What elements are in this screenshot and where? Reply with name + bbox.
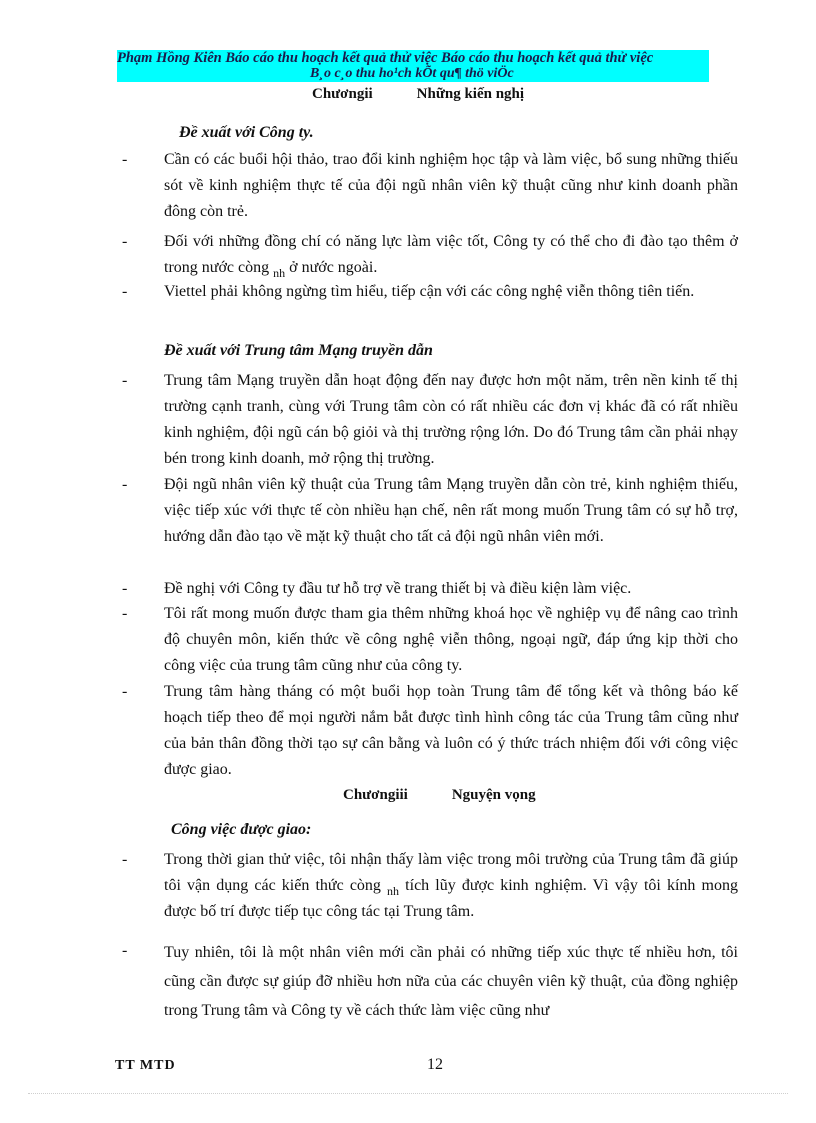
section-heading: Công việc được giao: [171,821,312,838]
bullet-dash: - [122,851,128,868]
page-number: 12 [427,1056,443,1073]
list-item-text: Trung tâm hàng tháng có một buổi họp toàn Trung tâm để tổng kết và thông báo kế hoạch tiếp theo để mọi người nắm bắt được tình hình công tác của Trung tâm cũng như của bản thân đồng thời tạo sự cân bằng và luôn có ý thức trách nhiệm đối với công việc được giao. [164,683,738,778]
running-header-encoded: B¸o c¸o thu ho¹ch kÕt qu¶ thö viÖc [310,66,514,81]
chapter-name: Những kiến nghị [416,86,525,102]
chapter-label: Chươngiii [343,787,408,803]
bullet-dash: - [122,683,128,700]
page-bottom-rule [28,1093,788,1094]
bullet-dash: - [122,233,128,250]
list-item-text: Trung tâm Mạng truyền dẫn hoạt động đến nay được hơn một năm, trên nền kinh tế thị trường cạnh tranh, cùng với Trung tâm còn có rất nhiều các đơn vị khác đã có rất nhiều kinh nghiệm, đội ngũ cán bộ giỏi và thị trường rộng lớn. Do đó Trung tâm cần phải nhạy bén trong kinh doanh, mở rộng thị trường. [164,372,738,467]
list-item-text: Tuy nhiên, tôi là một nhân viên mới cần phải có những tiếp xúc thực tế nhiều hơn, tôi cũng cần được sự giúp đỡ nhiều hơn nữa của các chuyên viên kỹ thuật, của đồng nghiệp trong Trung tâm và Công ty về cách thức làm việc cũng như [164,944,738,1019]
bullet-dash: - [122,605,128,622]
section-heading: Đề xuất với Công ty. [179,124,314,141]
bullet-dash: - [122,942,128,959]
list-item-text: Đội ngũ nhân viên kỹ thuật của Trung tâm Mạng truyền dẫn còn trẻ, kinh nghiệm thiếu, việc tiếp xúc với thực tế còn nhiều hạn chế, nên rất mong muốn Trung tâm có sự hỗ trợ, hướng dẫn đào tạo về mặt kỹ thuật cho tất cả đội ngũ nhân viên mới. [164,476,738,545]
footer-label: TT MTD [115,1058,176,1073]
chapter-title [343,787,536,804]
list-item-text: Cần có các buổi hội thảo, trao đổi kinh nghiệm học tập và làm việc, bổ sung những thiếu sót về kinh nghiệm thực tế của đội ngũ nhân viên kỹ thuật cũng như kinh doanh phần đông còn trẻ. [164,151,738,220]
chapter-label: Chươngii [312,86,373,102]
text-fragment: ở nước ngoài. [285,259,378,276]
bullet-dash: - [122,580,128,597]
list-item-text: Đề nghị với Công ty đầu tư hỗ trợ về trang thiết bị và điều kiện làm việc. [164,580,632,597]
bullet-dash: - [122,283,128,300]
running-header: Phạm Hồng Kiên Báo cáo thu hoạch kết quả thử việc Báo cáo thu hoạch kết quả thử việc [117,50,654,66]
list-item-text: Tôi rất mong muốn được tham gia thêm những khoá học về nghiệp vụ để nâng cao trình độ chuyên môn, kiến thức về công nghệ viễn thông, ngoại ngữ, đáp ứng kịp thời cho công việc của trung tâm cũng như của công ty. [164,605,738,674]
section-heading: Đề xuất với Trung tâm Mạng truyền dẫn [164,342,433,359]
bullet-dash: - [122,151,128,168]
text-fragment: nh [273,266,286,280]
list-item-text: Viettel phải không ngừng tìm hiểu, tiếp cận với các công nghệ viễn thông tiên tiến. [164,283,695,300]
text-fragment: Trong thời gian thử việc, tôi nhận thấy làm việc trong môi trường của Trung tâm đã giúp tôi vận dụng các kiến thức còng [164,851,738,894]
chapter-title [312,86,524,103]
bullet-dash: - [122,476,128,493]
list-item-text [164,229,738,281]
text-fragment: Đối với những đồng chí có năng lực làm việc tốt, Công ty có thể cho đi đào tạo thêm ở trong nước còng [164,233,738,276]
chapter-name: Nguyện vọng [451,787,536,803]
list-item-text [164,847,738,925]
text-fragment: tích lũy được kinh nghiệm. Vì vậy tôi kính mong được bố trí được tiếp tục công tác tại Trung tâm. [164,877,738,920]
bullet-dash: - [122,372,128,389]
text-fragment: nh [387,884,400,898]
